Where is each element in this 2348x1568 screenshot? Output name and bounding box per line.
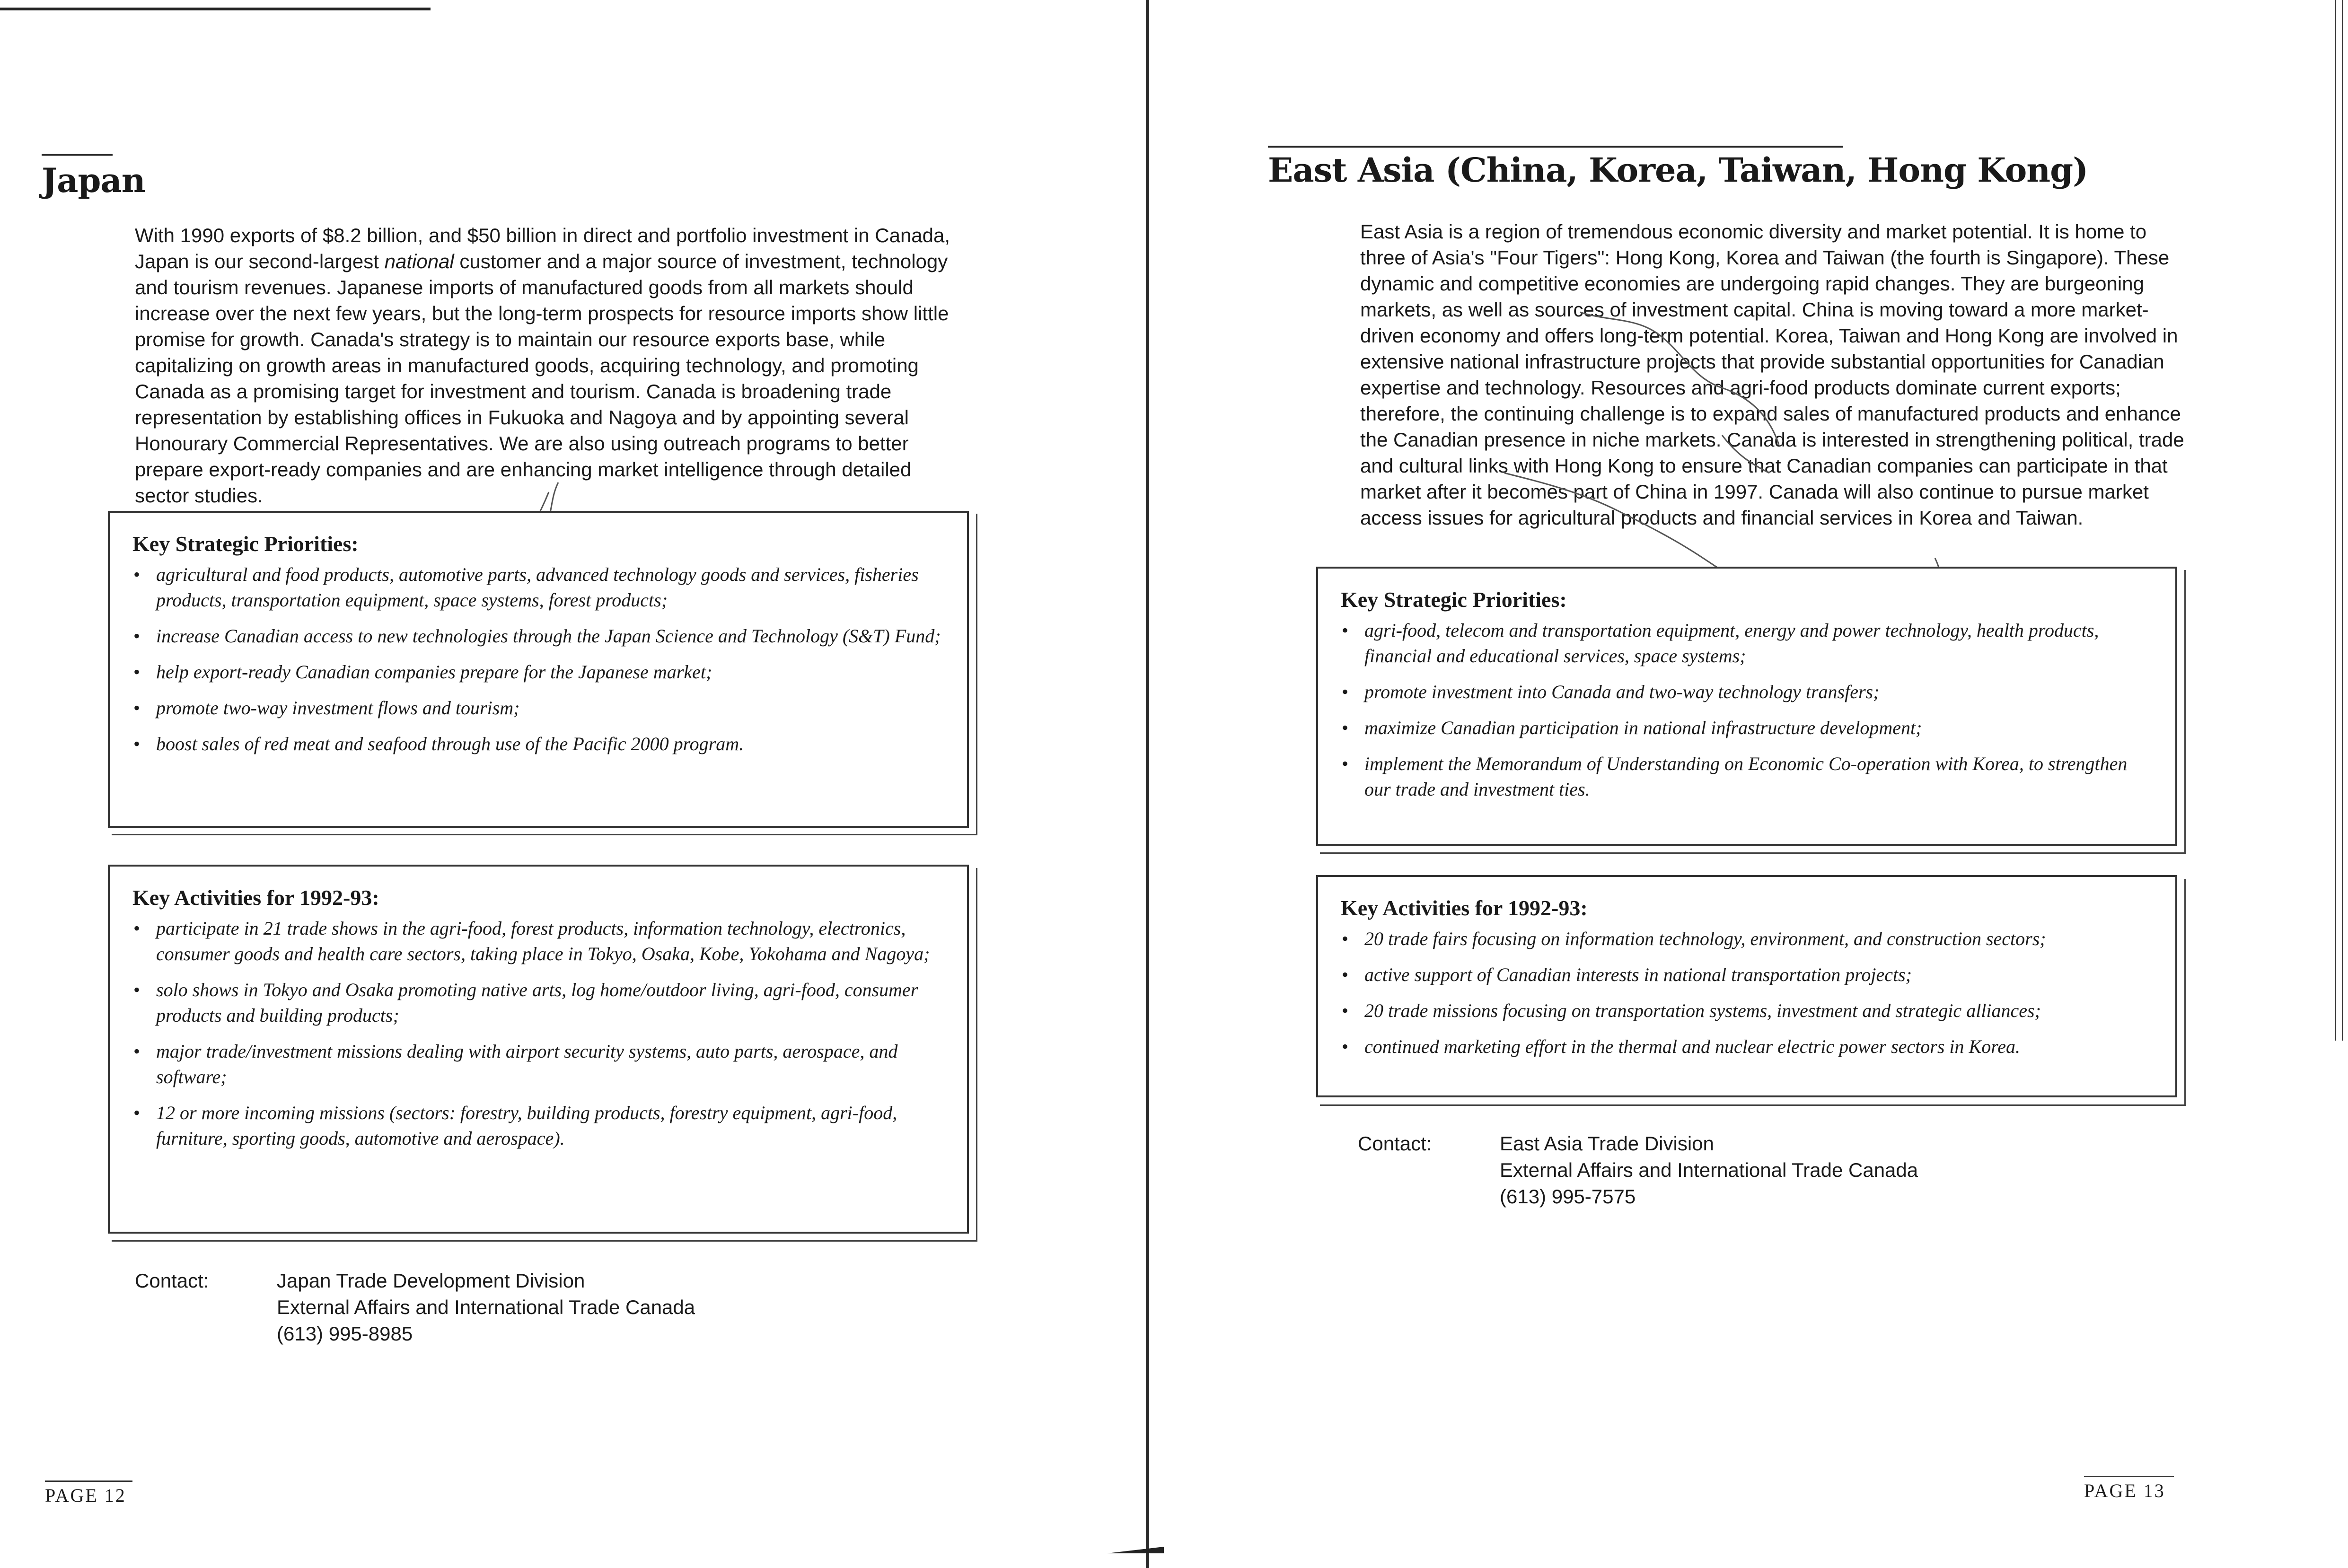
page-title: Japan: [42, 161, 145, 200]
list-item: • 20 trade fairs focusing on information technology, environment, and construction sectors;: [1364, 926, 2156, 952]
contact-division: Japan Trade Development Division: [277, 1270, 585, 1292]
priorities-box: [108, 511, 969, 828]
contact-block: [1358, 1130, 2020, 1216]
priorities-list: [1341, 618, 2156, 802]
priorities-box: [1316, 567, 2177, 846]
activities-box: [1316, 875, 2177, 1097]
right-page: [1154, 0, 2348, 1568]
list-item: • agricultural and food products, automotive parts, advanced technology goods and services, fisheries products, transportation equipment, space systems, forest products;: [156, 562, 948, 613]
list-item: • help export-ready Canadian companies prepare for the Japanese market;: [156, 659, 948, 685]
activities-list: [1341, 926, 2156, 1060]
intro-paragraph: [135, 222, 958, 508]
page-title: East Asia (China, Korea, Taiwan, Hong Kong): [1268, 150, 2088, 190]
page-number-rule: [2084, 1476, 2174, 1477]
contact-lines: [277, 1268, 695, 1347]
list-item: • continued marketing effort in the thermal and nuclear electric power sectors in Korea.: [1364, 1034, 2156, 1060]
contact-organization: External Affairs and International Trade Canada: [1500, 1159, 1918, 1181]
page-number: PAGE 13: [2084, 1480, 2165, 1501]
intro-text-continued: customer and a major source of investment, technology and tourism revenues. Japanese imports of manufactured goods from all markets should increase over the next few years, but the long-term prospects for resource imports show little promise for growth. Canada's strategy is to maintain our resource exports base, while capitalizing on growth areas in manufactured goods, acquiring technology, and promoting Canada as a promising target for investment and tourism. Canada is broadening trade representation by establishing offices in Fukuoka and Nagoya and by appointing several Honourary Commercial Representatives. We are also using outreach programs to better prepare export-ready companies and are enhancing market intelligence through detailed sector studies.: [135, 250, 949, 507]
priorities-list: [132, 562, 948, 757]
contact-label: Contact:: [1358, 1132, 1432, 1155]
contact-lines: [1500, 1130, 1918, 1210]
list-item: • solo shows in Tokyo and Osaka promoting native arts, log home/outdoor living, agri-food, consumer products and building products;: [156, 977, 948, 1028]
activities-heading: Key Activities for 1992-93:: [132, 885, 379, 910]
contact-phone: (613) 995-8985: [277, 1323, 413, 1345]
contact-block: [135, 1268, 797, 1353]
activities-heading: Key Activities for 1992-93:: [1341, 896, 1588, 920]
list-item: • maximize Canadian participation in national infrastructure development;: [1364, 715, 2156, 741]
intro-text: With 1990 exports of $8.2 billion, and $50 billion in direct and portfolio investment in Canada, Japan is our second-largest: [135, 224, 950, 272]
page-number-rule: [45, 1480, 132, 1482]
contact-phone: (613) 995-7575: [1500, 1185, 1636, 1208]
page-number: PAGE 12: [45, 1485, 126, 1506]
activities-list: [132, 916, 948, 1151]
contact-division: East Asia Trade Division: [1500, 1132, 1714, 1155]
list-item: • participate in 21 trade shows in the agri-food, forest products, information technology, electronics, consumer goods and health care sectors, taking place in Tokyo, Osaka, Kobe, Yokohama and Nagoya;: [156, 916, 948, 967]
list-item: • 12 or more incoming missions (sectors: forestry, building products, forestry equipment, agri-food, furniture, sporting goods, automotive and aerospace).: [156, 1100, 948, 1151]
list-item: • active support of Canadian interests in national transportation projects;: [1364, 962, 2156, 988]
contact-label: Contact:: [135, 1270, 209, 1292]
contact-organization: External Affairs and International Trade Canada: [277, 1296, 695, 1318]
intro-paragraph: East Asia is a region of tremendous economic diversity and market potential. It is home to three of Asia's "Four Tigers": Hong Kong, Korea and Taiwan (the fourth is Singapore). These dynamic and competitive economies are undergoing rapid changes. They are burgeoning markets, as well as sources of investment capital. China is moving toward a more market-driven economy and offers long-term potential. Korea, Taiwan and Hong Kong are involved in extensive national infrastructure projects that provide substantial opportunities for Canadian expertise and technology. Resources and agri-food products dominate current exports; therefore, the continuing challenge is to expand sales of manufactured products and enhance the Canadian presence in niche markets. Canada is interested in strengthening political, trade and cultural links with Hong Kong to ensure that Canadian companies can participate in that market after it becomes part of China in 1997. Canada will also continue to pursue market access issues for agricultural products and financial services in Korea and Taiwan.: [1360, 220, 2184, 529]
title-rule: [1268, 146, 1843, 148]
list-item: • major trade/investment missions dealing with airport security systems, auto parts, aerospace, and software;: [156, 1039, 948, 1090]
title-rule: [42, 154, 113, 156]
list-item: • implement the Memorandum of Understanding on Economic Co-operation with Korea, to strengthen our trade and investment ties.: [1364, 751, 2156, 802]
list-item: • 20 trade missions focusing on transportation systems, investment and strategic alliances;: [1364, 998, 2156, 1024]
priorities-heading: Key Strategic Priorities:: [132, 532, 359, 556]
top-rule: [0, 8, 431, 10]
list-item: • promote investment into Canada and two-way technology transfers;: [1364, 679, 2156, 705]
list-item: • agri-food, telecom and transportation equipment, energy and power technology, health products, financial and educational services, space systems;: [1364, 618, 2156, 669]
activities-box: [108, 865, 969, 1234]
intro-emphasis: national: [384, 250, 454, 272]
left-page: [0, 0, 1154, 1568]
list-item: • boost sales of red meat and seafood through use of the Pacific 2000 program.: [156, 731, 948, 757]
list-item: • promote two-way investment flows and tourism;: [156, 695, 948, 721]
priorities-heading: Key Strategic Priorities:: [1341, 587, 1567, 612]
list-item: • increase Canadian access to new technologies through the Japan Science and Technology (S&T) Fund;: [156, 623, 948, 649]
